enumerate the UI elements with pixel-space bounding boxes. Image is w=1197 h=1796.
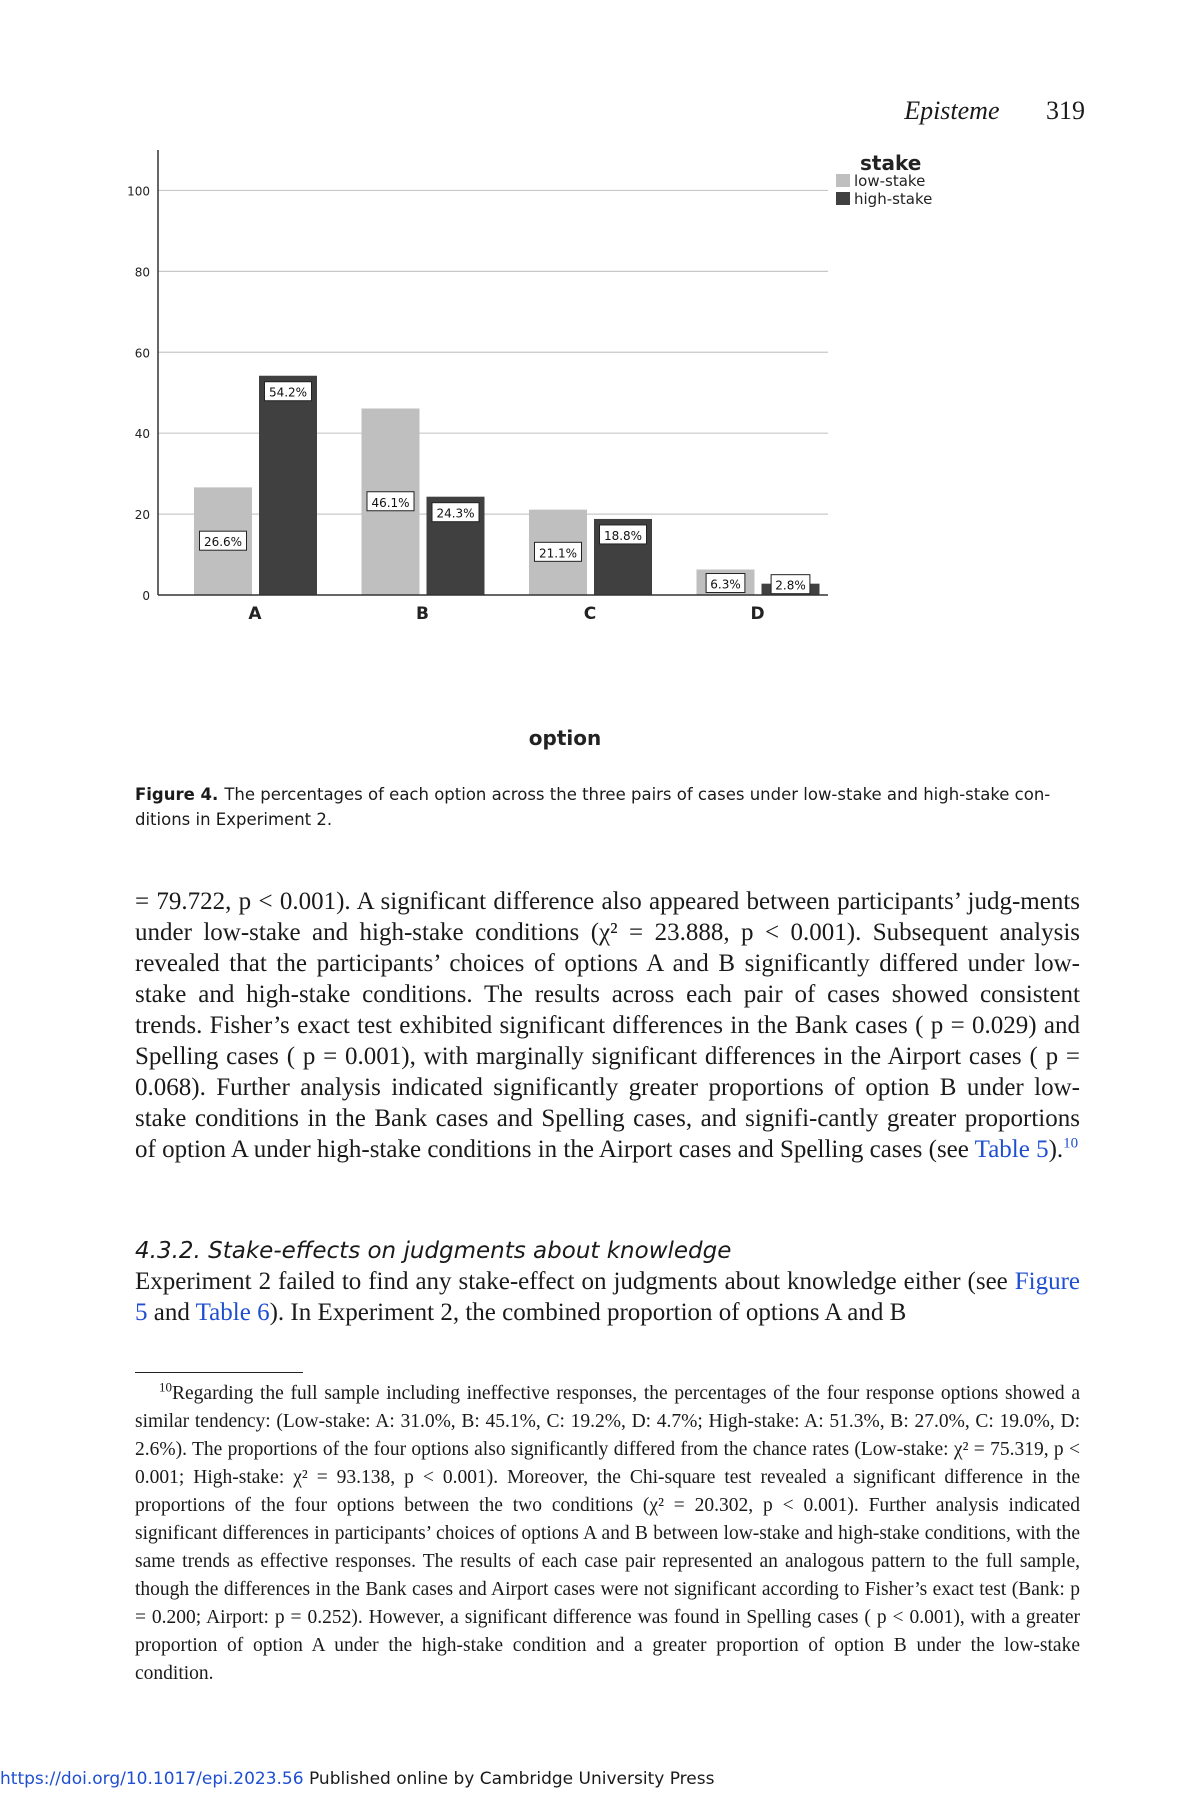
figure-caption-text: The percentages of each option across the three pairs of cases under low-stake and high-stake con-ditions in Experiment 2. bbox=[135, 785, 1051, 829]
y-tick-label: 20 bbox=[134, 508, 150, 523]
data-label: 24.3% bbox=[436, 506, 475, 521]
footnote-ref[interactable]: 10 bbox=[1063, 1135, 1079, 1152]
table-5-link[interactable]: Table 5 bbox=[974, 1136, 1049, 1163]
paragraph-text: ). bbox=[1048, 1136, 1064, 1163]
table-6-link[interactable]: Table 6 bbox=[195, 1299, 270, 1326]
legend-swatch bbox=[836, 192, 850, 205]
x-tick-label: D bbox=[750, 604, 765, 624]
y-tick-labels bbox=[127, 184, 150, 603]
data-label: 46.1% bbox=[371, 495, 410, 510]
footnote-text: Regarding the full sample including ineffective responses, the percentages of the four response options showed a similar tendency: (Low-stake: A: 31.0%, B: 45.1%, C: 19.2%, D: 4.7%; High-stake: A: 51.3%, B: 27.0%, C: 19.0%, D: 2.6%). The proportions of the four options also significantly differed from the chance rates (Low-stake: χ² = 75.319, p < 0.001; High-stake: χ² = 93.138, p < 0.001). Moreover, the Chi-square test revealed a significant difference in the proportions of the four options between the two conditions (χ² = 20.302, p < 0.001). Further analysis indicated significant differences in participants’ choices of options A and B between low-stake and high-stake conditions, with the same trends as effective responses. The results of each case pair represented an analogous pattern to the full sample, though the differences in the Bank cases and Airport cases were not significant according to Fisher’s exact test (Bank: p = 0.200; Airport: p = 0.252). However, a significant difference was found in Spelling cases ( p < 0.001), with a greater proportion of option A under the high-stake condition and a greater proportion of option B under the low-stake condition. bbox=[135, 1383, 1080, 1684]
body-text bbox=[135, 886, 1080, 1165]
y-tick-label: 0 bbox=[142, 589, 150, 603]
data-label: 54.2% bbox=[268, 385, 308, 400]
page-number: 319 bbox=[1046, 96, 1085, 125]
figure-label: Figure 4. bbox=[135, 785, 219, 804]
data-label: 21.1% bbox=[538, 546, 578, 561]
x-tick-labels bbox=[248, 604, 764, 624]
section-heading: 4.3.2. Stake-effects on judgments about knowledge bbox=[135, 1238, 732, 1264]
bar-chart bbox=[120, 150, 1100, 770]
data-label: 26.6% bbox=[203, 535, 243, 550]
x-tick-label: B bbox=[416, 604, 429, 624]
figure-caption bbox=[135, 782, 1080, 832]
y-tick-label: 100 bbox=[127, 184, 150, 199]
x-tick-label: A bbox=[248, 604, 262, 624]
legend-entry: high-stake bbox=[854, 190, 933, 208]
paragraph bbox=[135, 886, 1080, 1165]
doi-link[interactable]: https://doi.org/10.1017/epi.2023.56 bbox=[0, 1769, 304, 1789]
section bbox=[135, 1236, 1080, 1328]
legend-entry: low-stake bbox=[854, 172, 926, 190]
data-label: 6.3% bbox=[710, 577, 741, 592]
paragraph-text: and bbox=[147, 1299, 196, 1326]
journal-title: Episteme bbox=[904, 96, 1000, 125]
section-paragraph bbox=[135, 1266, 1080, 1328]
legend-title: stake bbox=[860, 151, 922, 175]
footnote bbox=[135, 1380, 1080, 1688]
paragraph-text: = 79.722, p < 0.001). A significant difference also appeared between participants’ judg-ments under low-stake and high-stake conditions (χ² = 23.888, p < 0.001). Subsequent analysis revealed that the participants’ choices of options A and B significantly differed under low-stake and high-stake conditions. The results across each pair of cases showed consistent trends. Fisher’s exact test exhibited significant differences in the Bank cases ( p = 0.029) and Spelling cases ( p = 0.001), with marginally significant differences in the Airport cases ( p = 0.068). Further analysis indicated significantly greater proportions of option B under low-stake conditions in the Bank cases and Spelling cases, and signifi-cantly greater proportions of option A under high-stake conditions in the Airport cases and Spelling cases (see bbox=[135, 888, 1080, 1163]
data-label: 18.8% bbox=[603, 528, 643, 543]
x-tick-label: C bbox=[583, 604, 597, 624]
y-tick-label: 60 bbox=[134, 346, 150, 361]
figure-5-link[interactable]: Figure 5 bbox=[135, 1268, 1080, 1326]
footnote-divider bbox=[135, 1372, 303, 1373]
x-axis-label: option bbox=[528, 726, 602, 750]
bar-high-stake-A bbox=[259, 376, 317, 595]
publisher-note: Published online by Cambridge University Press bbox=[303, 1769, 715, 1789]
chart-canvas bbox=[120, 150, 1100, 770]
y-tick-label: 80 bbox=[134, 265, 150, 280]
footnote-mark: 10 bbox=[159, 1379, 172, 1395]
y-tick-label: 40 bbox=[134, 427, 150, 442]
bars bbox=[194, 376, 820, 595]
paragraph-text: Experiment 2 failed to find any stake-effect on judgments about knowledge either (see bbox=[135, 1268, 1015, 1295]
running-head bbox=[904, 96, 1085, 126]
grid-lines bbox=[158, 190, 828, 514]
legend-swatch bbox=[836, 174, 850, 187]
legend bbox=[836, 172, 932, 208]
page-footer bbox=[0, 1769, 714, 1789]
paragraph-text: ). In Experiment 2, the combined proportion of options A and B bbox=[269, 1299, 907, 1326]
data-label: 2.8% bbox=[775, 578, 806, 593]
footnote-paragraph bbox=[135, 1380, 1080, 1688]
